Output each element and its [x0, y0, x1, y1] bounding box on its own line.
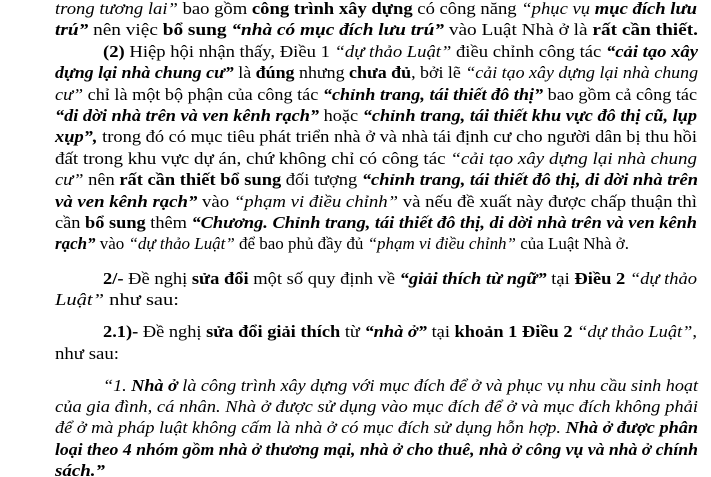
text-run: của Luật Nhà ở. [515, 234, 630, 254]
text-line [55, 0, 697, 19]
text-line [55, 169, 698, 190]
text-run: tại [546, 268, 575, 288]
text-run: “phạm vi điều chỉnh” [367, 234, 516, 254]
text-run: “giải thích từ ngữ” [399, 268, 547, 288]
text-run: như sau: [55, 343, 119, 363]
text-line [55, 126, 697, 147]
text-run: nên việc [88, 20, 163, 40]
text-run: là công trình xây dựng với mục đích để ở và phục vụ nhu cầu sinh hoạt [177, 375, 698, 395]
text-run: “dự thảo Luật” [334, 41, 452, 61]
text-run: “chỉnh trang, tái thiết đô thị, di dời nhà trên [361, 170, 698, 190]
text-line [55, 289, 179, 310]
text-line [55, 396, 698, 417]
text-run: 2.1)- [103, 322, 139, 342]
text-run: (2) [103, 41, 125, 61]
text-run: bao gồm cả công tác [543, 84, 698, 104]
text-line [55, 62, 698, 83]
text-run: vào [95, 234, 129, 254]
text-run: chưa đủ [349, 63, 412, 83]
text-run: Luật” [55, 290, 105, 310]
text-run: có công năng [412, 0, 522, 18]
text-run: thêm [145, 213, 192, 232]
text-run: công trình xây dựng [251, 0, 413, 18]
text-run: 2/- [103, 268, 124, 288]
text-run: từ [340, 322, 365, 342]
text-run: Hiệp hội nhận thấy, Điều 1 [124, 41, 335, 61]
text-run: là [233, 63, 256, 83]
text-run: của gia đình, cá nhân. Nhà ở được sử dụng vào mục đích để ở và mục đích không phải [55, 397, 699, 417]
text-line [55, 105, 697, 126]
text-run: khoản 1 Điều 2 [454, 322, 573, 342]
text-run: một số quy định về [248, 268, 400, 288]
text-run: rạch” [55, 234, 96, 254]
text-run: Đề nghị [138, 322, 207, 342]
text-line [103, 41, 698, 62]
text-run: mục đích lưu [594, 0, 697, 18]
text-run: cần [55, 213, 86, 232]
text-run: Điều 2 [574, 268, 626, 288]
text-run: vào Luật Nhà ở là [443, 20, 593, 40]
text-run: chỉ là một bộ phận của công tác [83, 84, 323, 104]
text-run: bổ sung [85, 213, 146, 232]
text-run: Nhà ở được phân [565, 418, 699, 438]
text-run: trú” [55, 20, 89, 40]
text-run: “phạm vi điều chỉnh” [233, 191, 399, 211]
text-run: “1. [103, 375, 132, 395]
text-line [103, 375, 698, 396]
text-run: cư” [55, 84, 84, 104]
text-run: “chỉnh trang, tái thiết đô thị” [322, 84, 544, 104]
text-run: bổ sung [162, 20, 227, 40]
text-run: bao gồm [177, 0, 252, 18]
text-run: “di dời nhà trên và ven kênh rạch” [55, 106, 320, 125]
text-run: để bao phủ đầy đủ [234, 234, 368, 254]
text-run: sửa đổi giải thích [206, 322, 341, 342]
text-run: vào [197, 191, 234, 211]
text-run: trong đó có mục tiêu phát triển nhà ở và nhà tái định cư cho người dân bị thu hồi [97, 127, 697, 147]
text-run: và nếu đề xuất này được chấp thuận thì [398, 191, 698, 211]
text-run: “dự thảo Luật” [128, 234, 235, 254]
text-run: “dự thảo Luật” [577, 322, 693, 342]
text-run: điều chỉnh công tác [451, 41, 606, 61]
text-run: cư” [55, 170, 84, 190]
text-run: “cải tạo xây [605, 41, 699, 61]
text-run: để ở mà pháp luật không cấm là nhà ở có mục đích sử dụng hỗn hợp. [55, 418, 566, 438]
text-run: “dự thảo [629, 268, 697, 288]
text-run: sách.” [55, 461, 106, 477]
text-run: loại theo 4 nhóm gồm nhà ở thương mại, nhà ở cho thuê, nhà ở công vụ và nhà ở chính [55, 439, 698, 459]
text-run: rất cần thiết. [592, 20, 698, 40]
text-line [55, 343, 119, 364]
text-line [103, 268, 697, 289]
text-run: “nhà ở” [364, 322, 427, 342]
text-line [103, 321, 697, 342]
text-run: “nhà có mục đích lưu trú” [231, 20, 444, 40]
text-run: hoặc [319, 106, 363, 125]
text-run: đối tượng [281, 170, 362, 190]
text-line [55, 460, 105, 477]
text-run: trong tương lai” [55, 0, 178, 18]
text-run: “phục vụ [521, 0, 595, 18]
text-line [55, 233, 629, 254]
text-run: “chỉnh trang, tái thiết khu vực đô thị cũ, lụp [362, 106, 697, 125]
text-line [55, 439, 698, 460]
text-run: đúng [255, 63, 295, 83]
text-run: và ven kênh rạch” [55, 191, 198, 211]
text-run: “cải tạo xây dựng lại nhà chung [465, 63, 699, 83]
text-run: rất cần thiết bổ sung [119, 170, 282, 190]
text-run: tại [426, 322, 455, 342]
text-line [55, 84, 697, 105]
text-run: nhưng [294, 63, 350, 83]
text-run: Nhà ở [131, 375, 178, 395]
text-run: , bởi lẽ [411, 63, 466, 83]
text-line [55, 417, 698, 438]
text-run: , [692, 322, 697, 342]
text-run: “Chương. Chỉnh trang, tái thiết đô thị, di dời nhà trên và ven kênh [191, 213, 698, 232]
text-line [55, 212, 697, 233]
text-run: xụp”, [55, 127, 98, 147]
text-run: dựng lại nhà chung cư” [55, 63, 234, 83]
text-run: như sau: [104, 290, 179, 310]
text-run: “cải tạo xây dựng lại nhà chung [450, 148, 697, 168]
text-run: nên [83, 170, 120, 190]
text-run: Đề nghị [123, 268, 192, 288]
text-run: đất trong khu vực dự án, chứ không chỉ có công tác [55, 148, 451, 168]
text-run: sửa đổi [191, 268, 249, 288]
text-line [55, 191, 697, 212]
text-line [55, 19, 698, 40]
text-line [55, 148, 697, 169]
